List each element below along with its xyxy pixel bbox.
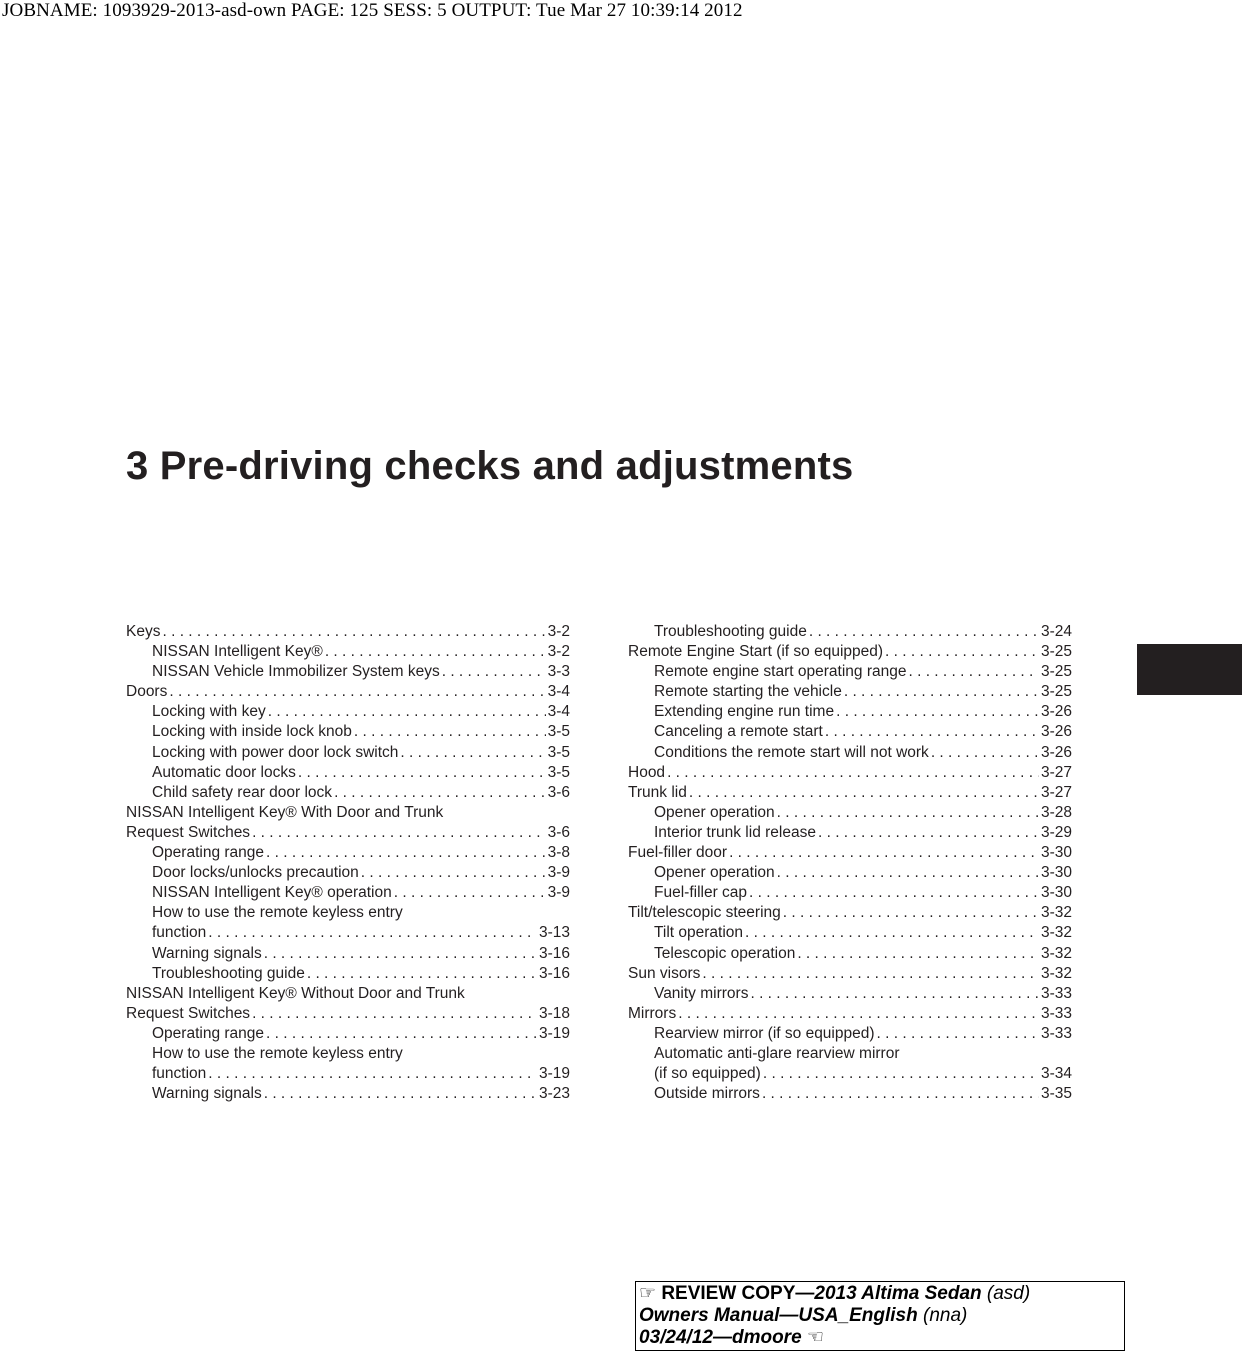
toc-page-number: 3-25 bbox=[1040, 643, 1072, 661]
toc-page-number: 3-19 bbox=[538, 1065, 570, 1083]
toc-subentry bbox=[628, 743, 1072, 763]
toc-subentry bbox=[628, 863, 1072, 883]
toc-page-number: 3-2 bbox=[547, 623, 570, 640]
toc-leader-dots bbox=[809, 622, 1039, 642]
toc-page-number: 3-26 bbox=[1040, 743, 1072, 761]
toc-leader-dots bbox=[931, 743, 1039, 763]
toc-page-number: 3-6 bbox=[547, 823, 570, 841]
toc-subentry bbox=[628, 803, 1072, 823]
toc-leader-dots bbox=[268, 702, 546, 722]
toc-entry-text: Warning signals bbox=[152, 1085, 262, 1103]
toc-entry-text: Mirrors bbox=[628, 1004, 677, 1022]
review-label: REVIEW COPY— bbox=[661, 1283, 815, 1304]
toc-leader-dots bbox=[667, 763, 1039, 783]
toc-entry-text: Remote engine start operating range bbox=[654, 663, 907, 681]
toc-page-number: 3-5 bbox=[547, 743, 570, 761]
toc-entry-text: Doors bbox=[126, 683, 168, 701]
toc-subentry bbox=[126, 883, 570, 903]
review-model-code: (asd) bbox=[981, 1283, 1031, 1304]
toc-leader-dots bbox=[678, 1004, 1039, 1024]
toc-leader-dots bbox=[442, 662, 546, 682]
toc-entry-text: (if so equipped) bbox=[654, 1065, 761, 1083]
toc-subentry bbox=[628, 944, 1072, 964]
toc-entry-text: Locking with inside lock knob bbox=[152, 723, 352, 741]
toc-leader-dots bbox=[307, 964, 537, 984]
toc-leader-dots bbox=[885, 642, 1039, 662]
toc-subentry bbox=[126, 642, 570, 662]
toc-leader-dots bbox=[844, 682, 1039, 702]
toc-leader-dots bbox=[334, 783, 546, 803]
toc-entry-text: NISSAN Intelligent Key® With Door and Trunk bbox=[126, 803, 444, 821]
toc-entry bbox=[628, 783, 1072, 803]
toc-subentry bbox=[126, 662, 570, 682]
toc-subentry bbox=[126, 743, 570, 763]
toc-leader-dots bbox=[777, 863, 1039, 883]
toc-leader-dots bbox=[783, 903, 1039, 923]
toc-leader-dots bbox=[354, 722, 546, 742]
toc-entry-text: Keys bbox=[126, 623, 161, 640]
review-date-author: 03/24/12—dmoore bbox=[639, 1327, 802, 1348]
review-model: 2013 Altima Sedan bbox=[814, 1283, 982, 1304]
toc-subentry bbox=[126, 783, 570, 803]
toc-entry-text: Vanity mirrors bbox=[654, 984, 749, 1002]
toc-subentry bbox=[628, 722, 1072, 742]
toc-subentry bbox=[126, 763, 570, 783]
toc-leader-dots bbox=[750, 984, 1039, 1004]
toc-page-number: 3-4 bbox=[547, 683, 570, 701]
toc-page-number: 3-9 bbox=[547, 884, 570, 902]
toc-page-number: 3-19 bbox=[538, 1024, 570, 1042]
toc-subentry bbox=[628, 662, 1072, 682]
toc-leader-dots bbox=[266, 843, 546, 863]
toc-leader-dots bbox=[264, 1084, 537, 1104]
toc-column-left bbox=[126, 622, 570, 1104]
toc-page-number: 3-32 bbox=[1040, 924, 1072, 942]
toc-leader-dots bbox=[266, 1024, 537, 1044]
toc-leader-dots bbox=[908, 662, 1039, 682]
toc-page-number: 3-8 bbox=[547, 844, 570, 862]
toc-entry bbox=[628, 642, 1072, 662]
toc-entry-text: Troubleshooting guide bbox=[152, 964, 305, 982]
toc-entry-text: Automatic door locks bbox=[152, 763, 296, 781]
toc-entry-text: Fuel-filler door bbox=[628, 844, 728, 862]
toc-subentry bbox=[628, 1084, 1072, 1104]
toc-page-number: 3-18 bbox=[538, 1004, 570, 1022]
review-line-1 bbox=[639, 1283, 1121, 1305]
toc-entry bbox=[628, 964, 1072, 984]
toc-entry bbox=[126, 622, 570, 642]
toc-entry-text: Child safety rear door lock bbox=[152, 783, 333, 801]
toc-page-number: 3-9 bbox=[547, 864, 570, 882]
review-line-2 bbox=[639, 1305, 1121, 1327]
toc-subentry bbox=[126, 1084, 570, 1104]
toc-subentry bbox=[126, 903, 570, 923]
toc-subentry bbox=[628, 622, 1072, 642]
toc-subentry bbox=[628, 682, 1072, 702]
toc-leader-dots bbox=[763, 1064, 1039, 1084]
toc-entry-text: NISSAN Vehicle Immobilizer System keys bbox=[152, 663, 440, 681]
toc-page-number: 3-4 bbox=[547, 703, 570, 721]
toc-page-number: 3-34 bbox=[1040, 1065, 1072, 1083]
toc-leader-dots bbox=[689, 783, 1039, 803]
toc-page-number: 3-28 bbox=[1040, 803, 1072, 821]
toc-leader-dots bbox=[325, 642, 546, 662]
toc-page-number: 3-16 bbox=[538, 944, 570, 962]
toc-page-number: 3-26 bbox=[1040, 703, 1072, 721]
toc-entry-text: Tilt operation bbox=[654, 924, 744, 942]
toc-subentry bbox=[628, 984, 1072, 1004]
toc-entry-text: Conditions the remote start will not work bbox=[654, 743, 929, 761]
toc-page-number: 3-33 bbox=[1040, 984, 1072, 1002]
toc-entry-text: Opener operation bbox=[654, 864, 775, 882]
toc-leader-dots bbox=[702, 964, 1039, 984]
toc-entry-text: Locking with key bbox=[152, 703, 266, 721]
toc-page-number: 3-32 bbox=[1040, 964, 1072, 982]
toc-page-number: 3-32 bbox=[1040, 944, 1072, 962]
toc-page-number: 3-33 bbox=[1040, 1024, 1072, 1042]
toc-entry-text: Troubleshooting guide bbox=[654, 623, 807, 640]
toc-page-number: 3-30 bbox=[1040, 864, 1072, 882]
toc-entry-text: function bbox=[152, 1065, 207, 1083]
review-manual-code: (nna) bbox=[917, 1305, 968, 1326]
toc-page-number: 3-13 bbox=[538, 924, 570, 942]
toc-page-number: 3-30 bbox=[1040, 884, 1072, 902]
pointing-hand-left-icon: ☞ bbox=[806, 1327, 824, 1348]
toc-page-number: 3-6 bbox=[547, 783, 570, 801]
toc-page-number: 3-23 bbox=[538, 1085, 570, 1103]
toc-page-number: 3-26 bbox=[1040, 723, 1072, 741]
toc-subentry bbox=[126, 1024, 570, 1044]
toc-entry bbox=[628, 763, 1072, 783]
toc-leader-dots bbox=[252, 1004, 537, 1024]
review-copy-box bbox=[635, 1281, 1125, 1351]
toc-entry-text: Extending engine run time bbox=[654, 703, 835, 721]
toc-leader-dots bbox=[749, 883, 1039, 903]
toc-entry bbox=[126, 984, 570, 1004]
toc-entry-text: NISSAN Intelligent Key® bbox=[152, 643, 323, 661]
toc-leader-dots bbox=[877, 1024, 1039, 1044]
toc-page-number: 3-5 bbox=[547, 763, 570, 781]
toc-entry-text: NISSAN Intelligent Key® operation bbox=[152, 884, 392, 902]
toc-leader-dots bbox=[208, 1064, 537, 1084]
toc-entry-text: Telescopic operation bbox=[654, 944, 796, 962]
toc-subentry bbox=[628, 883, 1072, 903]
toc-leader-dots bbox=[162, 622, 545, 642]
toc-page-number: 3-35 bbox=[1040, 1085, 1072, 1103]
chapter-tab-marker bbox=[1137, 644, 1242, 695]
toc-entry-text: function bbox=[152, 924, 207, 942]
toc-entry-text: Operating range bbox=[152, 1024, 265, 1042]
toc-entry-text: Outside mirrors bbox=[654, 1085, 760, 1103]
toc-leader-dots bbox=[361, 863, 546, 883]
toc-subentry bbox=[126, 702, 570, 722]
toc-subentry bbox=[628, 823, 1072, 843]
review-line-3 bbox=[639, 1327, 1121, 1349]
toc-page-number: 3-2 bbox=[547, 643, 570, 661]
toc-entry-text: Interior trunk lid release bbox=[654, 823, 816, 841]
toc-leader-dots bbox=[825, 722, 1039, 742]
toc-leader-dots bbox=[777, 803, 1039, 823]
toc-subentry bbox=[126, 923, 570, 943]
toc-subentry bbox=[126, 944, 570, 964]
toc-entry bbox=[126, 1004, 570, 1024]
toc-page-number: 3-33 bbox=[1040, 1004, 1072, 1022]
toc-leader-dots bbox=[818, 823, 1039, 843]
toc-leader-dots bbox=[298, 763, 546, 783]
toc-entry bbox=[628, 1004, 1072, 1024]
toc-subentry bbox=[126, 863, 570, 883]
toc-page-number: 3-27 bbox=[1040, 763, 1072, 781]
toc-entry-text: NISSAN Intelligent Key® Without Door and Trunk bbox=[126, 984, 465, 1002]
toc-subentry bbox=[126, 722, 570, 742]
toc-subentry bbox=[628, 1064, 1072, 1084]
toc-subentry bbox=[126, 964, 570, 984]
toc-leader-dots bbox=[745, 923, 1039, 943]
toc-column-right bbox=[628, 622, 1072, 1104]
toc-leader-dots bbox=[264, 944, 537, 964]
toc-entry-text: Opener operation bbox=[654, 803, 775, 821]
toc-page-number: 3-24 bbox=[1040, 623, 1072, 640]
toc-subentry bbox=[126, 1044, 570, 1064]
toc-page-number: 3-5 bbox=[547, 723, 570, 741]
job-header-line: JOBNAME: 1093929-2013-asd-own PAGE: 125 SESS: 5 OUTPUT: Tue Mar 27 10:39:14 2012 bbox=[2, 0, 743, 21]
toc-entry bbox=[126, 823, 570, 843]
toc-subentry bbox=[126, 1064, 570, 1084]
toc-entry-text: How to use the remote keyless entry bbox=[152, 904, 403, 922]
toc-leader-dots bbox=[169, 682, 545, 702]
toc-entry-text: Request Switches bbox=[126, 823, 251, 841]
toc-leader-dots bbox=[836, 702, 1039, 722]
toc-page-number: 3-27 bbox=[1040, 783, 1072, 801]
toc-page-number: 3-30 bbox=[1040, 844, 1072, 862]
toc-entry-text: Warning signals bbox=[152, 944, 262, 962]
review-manual: Owners Manual—USA_English bbox=[639, 1305, 918, 1326]
toc-page-number: 3-16 bbox=[538, 964, 570, 982]
toc-subentry bbox=[628, 1024, 1072, 1044]
toc-leader-dots bbox=[762, 1084, 1039, 1104]
toc-leader-dots bbox=[252, 823, 546, 843]
toc-entry bbox=[628, 903, 1072, 923]
toc-page-number: 3-25 bbox=[1040, 683, 1072, 701]
pointing-hand-right-icon: ☞ bbox=[639, 1283, 657, 1304]
toc-entry bbox=[628, 843, 1072, 863]
toc-entry-text: Hood bbox=[628, 763, 666, 781]
toc-entry-text: Remote starting the vehicle bbox=[654, 683, 842, 701]
toc-entry-text: Remote Engine Start (if so equipped) bbox=[628, 643, 884, 661]
toc-entry-text: Trunk lid bbox=[628, 783, 687, 801]
toc-entry-text: Rearview mirror (if so equipped) bbox=[654, 1024, 875, 1042]
toc-leader-dots bbox=[400, 743, 545, 763]
toc-entry-text: Automatic anti-glare rearview mirror bbox=[654, 1044, 900, 1062]
toc-leader-dots bbox=[797, 944, 1039, 964]
toc-entry-text: Tilt/telescopic steering bbox=[628, 904, 781, 922]
toc-entry-text: Operating range bbox=[152, 844, 265, 862]
toc-entry bbox=[126, 682, 570, 702]
toc-page-number: 3-32 bbox=[1040, 904, 1072, 922]
toc-subentry bbox=[126, 843, 570, 863]
chapter-title: 3 Pre-driving checks and adjustments bbox=[126, 444, 854, 488]
toc-entry-text: Request Switches bbox=[126, 1004, 251, 1022]
toc-entry bbox=[126, 803, 570, 823]
toc-subentry bbox=[628, 923, 1072, 943]
toc-entry-text: Fuel-filler cap bbox=[654, 884, 748, 902]
toc-leader-dots bbox=[394, 883, 546, 903]
toc-entry-text: Sun visors bbox=[628, 964, 701, 982]
toc-page-number: 3-3 bbox=[547, 663, 570, 681]
toc-entry-text: Door locks/unlocks precaution bbox=[152, 864, 359, 882]
toc-page-number: 3-29 bbox=[1040, 823, 1072, 841]
toc-entry-text: How to use the remote keyless entry bbox=[152, 1044, 403, 1062]
toc-leader-dots bbox=[208, 923, 537, 943]
toc-leader-dots bbox=[729, 843, 1039, 863]
toc-subentry bbox=[628, 702, 1072, 722]
toc-subentry bbox=[628, 1044, 1072, 1064]
toc-entry-text: Canceling a remote start bbox=[654, 723, 823, 741]
toc-page-number: 3-25 bbox=[1040, 663, 1072, 681]
toc-entry-text: Locking with power door lock switch bbox=[152, 743, 399, 761]
